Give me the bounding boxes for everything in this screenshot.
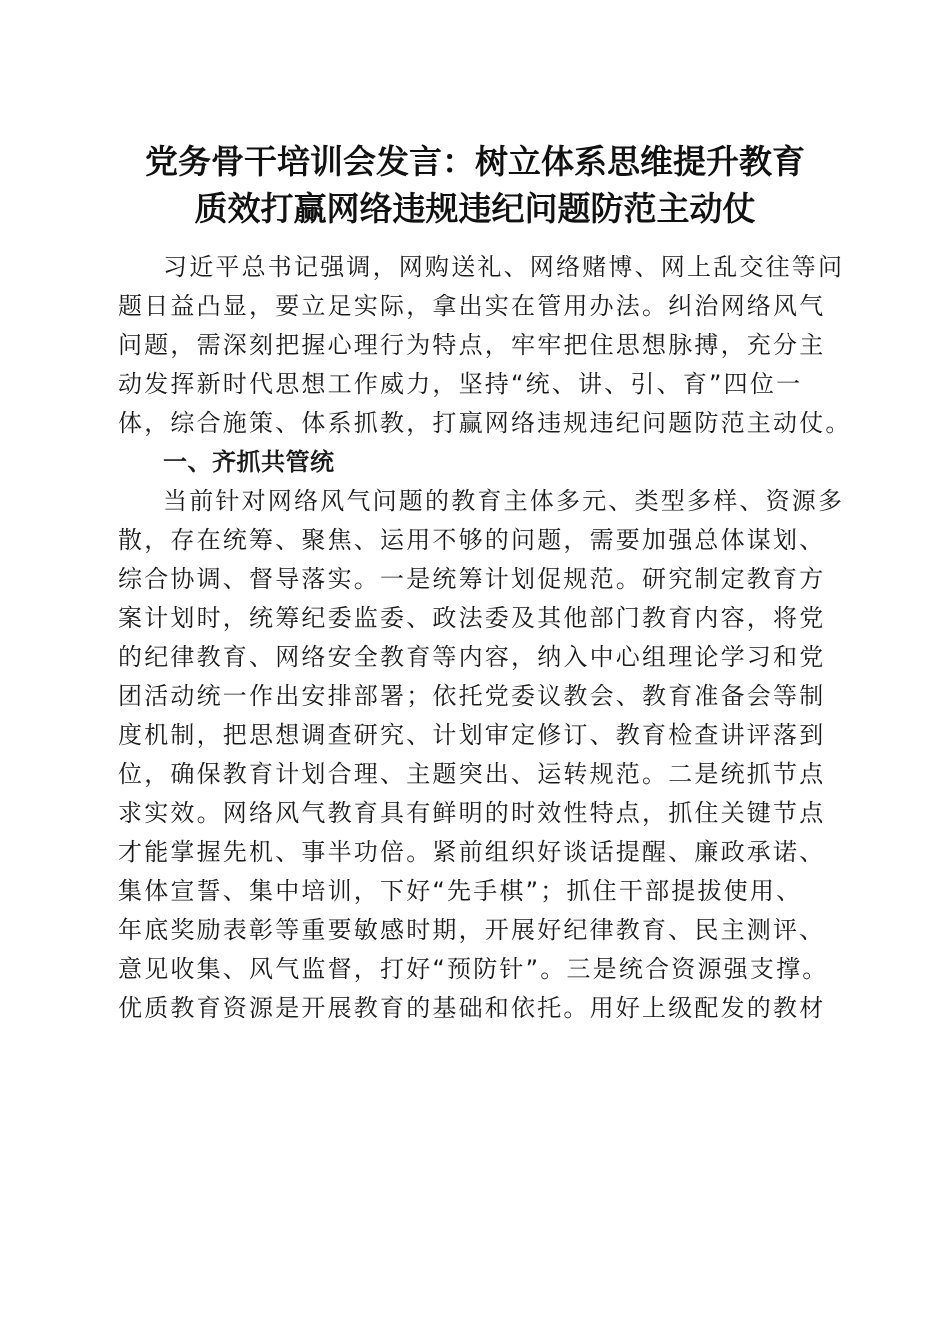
title-line-1: 党务骨干培训会发言：树立体系思维提升教育: [145, 142, 805, 181]
intro-line: 动发挥新时代思想工作威力，坚持“统、讲、引、育”四位一: [118, 370, 803, 398]
section-line: 的纪律教育、网络安全教育等内容，纳入中心组理论学习和党: [118, 643, 826, 671]
section-line: 意见收集、风气监督，打好“预防针”。三是统合资源强支撑。: [118, 955, 829, 983]
section-line: 当前针对网络风气问题的教育主体多元、类型多样、资源多: [163, 487, 845, 515]
title-line-2: 质效打赢网络违规违纪问题防范主动仗: [194, 189, 756, 228]
section-line: 求实效。网络风气教育具有鲜明的时效性特点，抓住关键节点: [118, 799, 826, 827]
section-line: 综合协调、督导落实。一是统筹计划促规范。研究制定教育方: [118, 565, 826, 593]
document-body: [118, 248, 852, 1028]
section-line: 度机制，把思想调查研究、计划审定修订、教育检查讲评落到: [118, 721, 826, 749]
section-line: 位，确保教育计划合理、主题突出、运转规范。二是统抓节点: [118, 760, 826, 788]
section-line: 才能掌握先机、事半功倍。紧前组织好谈话提醒、廉政承诺、: [118, 838, 826, 866]
intro-line: 问题，需深刻把握心理行为特点，牢牢把住思想脉搏，充分主: [118, 331, 826, 359]
intro-line: 题日益凸显，要立足实际，拿出实在管用办法。纠治网络风气: [118, 292, 826, 320]
section-line: 集体宣誓、集中培训，下好“先手棋”；抓住干部提拔使用、: [118, 877, 803, 905]
section-heading: 一、齐抓共管统: [163, 448, 335, 476]
section-line: 年底奖励表彰等重要敏感时期，开展好纪律教育、民主测评、: [118, 916, 826, 944]
section-line: 案计划时，统筹纪委监委、政法委及其他部门教育内容，将党: [118, 604, 826, 632]
intro-line: 体，综合施策、体系抓教，打赢网络违规违纪问题防范主动仗。: [118, 409, 852, 437]
document-title: [100, 138, 850, 232]
section-line: 散，存在统筹、聚焦、运用不够的问题，需要加强总体谋划、: [118, 526, 826, 554]
section-line: 优质教育资源是开展教育的基础和依托。用好上级配发的教材: [118, 994, 826, 1022]
intro-line: 习近平总书记强调，网购送礼、网络赌博、网上乱交往等问: [163, 253, 845, 281]
section-line: 团活动统一作出安排部署；依托党委议教会、教育准备会等制: [118, 682, 826, 710]
